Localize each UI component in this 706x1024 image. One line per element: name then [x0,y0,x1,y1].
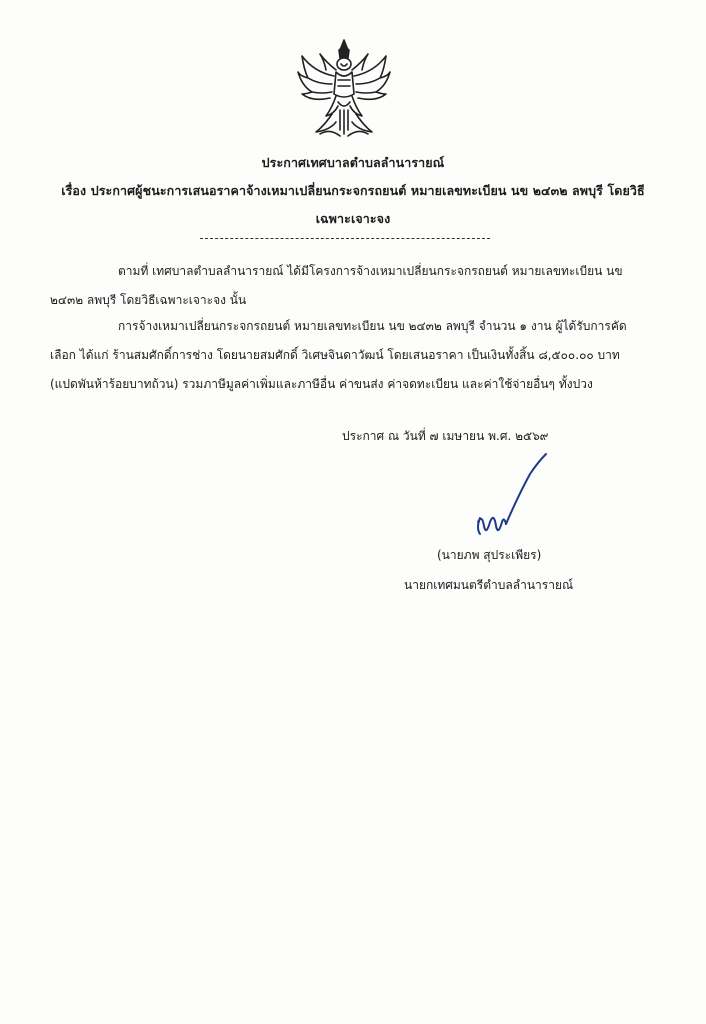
subject-line-2: เฉพาะเจาะจง [315,211,391,226]
signatory-position: นายกเทศมนตรีตำบลลำนารายณ์ [404,578,574,592]
subject-line-1: เรื่อง ประกาศผู้ชนะการเสนอราคาจ้างเหมาเปลี่ยนกระจกรถยนต์ หมายเลขทะเบียน นข ๒๔๓๒ ลพบุรี โดยวิธี [61,183,645,198]
paragraph-1-line-1: ตามที่ เทศบาลตำบลลำนารายณ์ ได้มีโครงการจ้างเหมาเปลี่ยนกระจกรถยนต์ หมายเลขทะเบียน นข [118,264,623,278]
divider [200,238,490,239]
announcement-date: ประกาศ ณ วันที่ ๗ เมษายน พ.ศ. ๒๕๖๙ [342,429,549,443]
signature-icon [472,452,562,544]
paragraph-1-line-2: ๒๔๓๒ ลพบุรี โดยวิธีเฉพาะเจาะจง นั้น [50,293,247,307]
paragraph-2-line-1: การจ้างเหมาเปลี่ยนกระจกรถยนต์ หมายเลขทะเบียน นข ๒๔๓๒ ลพบุรี จำนวน ๑ งาน ผู้ได้รับการคัด [118,319,627,333]
paragraph-2-line-2: เลือก ได้แก่ ร้านสมศักดิ์การช่าง โดยนายสมศักดิ์ วิเศษจินดาวัฒน์ โดยเสนอราคา เป็นเงินทั้งสิ้น ๘,๕๐๐.๐๐ บาท [50,348,620,362]
signatory-name: (นายภพ สุประเพียร) [437,548,542,562]
announcement-title: ประกาศเทศบาลตำบลลำนารายณ์ [261,155,445,170]
paragraph-2-line-3: (แปดพันห้าร้อยบาทถ้วน) รวมภาษีมูลค่าเพิ่มและภาษีอื่น ค่าขนส่ง ค่าจดทะเบียน และค่าใช้จ่ายอื่นๆ ทั้งปวง [50,377,593,391]
garuda-emblem-icon [296,36,392,140]
